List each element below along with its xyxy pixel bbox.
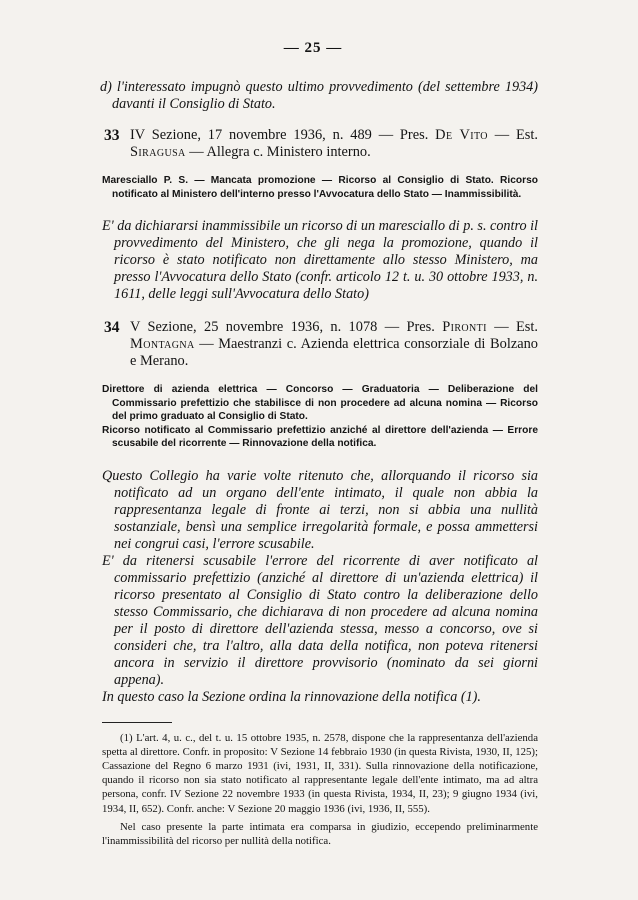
- case-number: 34: [104, 319, 120, 336]
- case-text-paragraph: E' da dichiararsi inammissibile un ricorso di un maresciallo di p. s. contro il provvedimento del Ministero, che gli nega la promozione, quando il ricorso è stato notificato non direttamente allo stesso Ministero, ma presso l'Avvocatura dello Stato (confr. articolo 12 t. u. 30 ottobre 1933, n. 1611, delle leggi sull'Avvocatura dello Stato): [102, 218, 538, 302]
- case-33-heading: [88, 127, 538, 161]
- case-33-text: [102, 218, 538, 303]
- footnote: [102, 731, 538, 849]
- footnote-paragraph: Nel caso presente la parte intimata era comparsa in giudizio, eccependo preliminarmente l'inammissibilità del ricorso per nullità della notifica.: [102, 820, 538, 847]
- maxim-line: Direttore di azienda elettrica — Concorso — Graduatoria — Deliberazione del Commissario prefettizio che stabilisce di non procedere ad alcuna nomina — Ricorso del primo graduato al Consiglio di Stato.: [102, 384, 538, 422]
- case-33-maxims: [102, 174, 538, 201]
- case-number: 33: [104, 127, 120, 144]
- estensore-name: Siragusa: [130, 144, 186, 160]
- case-citation-mid: — Est.: [487, 127, 538, 143]
- estensore-name: Montagna: [130, 336, 195, 352]
- item-d-paragraph: d) l'interessato impugnò questo ultimo provvedimento (del settembre 1934) davanti il Consiglio di Stato.: [100, 79, 538, 112]
- footnote-paragraph: (1) L'art. 4, u. c., del t. u. 15 ottobre 1935, n. 2578, dispone che la rappresentanza dell'azienda spetta al direttore. Confr. in proposito: V Sezione 14 febbraio 1930 (in questa Rivista, 1930, II, 125); Cassazione del Regno 6 marzo 1931 (ivi, 1931, II, 331). Sulla rinnovazione della notificazione, quando il ricorso non sia stato notificato al rappresentante legale dell'ente intimato, ma ad altra persona, confr. IV Sezione 22 novembre 1933 (in questa Rivista, 1934, II, 23); 9 giugno 1934 (ivi, 1934, II, 652). Confr. anche: V Sezione 20 maggio 1936 (ivi, 1936, II, 555).: [102, 731, 538, 815]
- president-name: Pironti: [442, 319, 487, 335]
- president-name: De Vito: [435, 127, 488, 143]
- maxim-line: Maresciallo P. S. — Mancata promozione — Ricorso al Consiglio di Stato. Ricorso notificato al Ministero dell'interno presso l'Avvocatura dello Stato — Inammissibilità.: [102, 175, 538, 200]
- case-34-heading: [88, 319, 538, 370]
- maxim-line: Ricorso notificato al Commissario prefettizio anziché al direttore dell'azienda — Errore scusabile del ricorrente — Rinnovazione della notifica.: [102, 424, 538, 449]
- document-page: [88, 40, 538, 852]
- case-parties: — Allegra c. Ministero interno.: [185, 144, 371, 160]
- page-number: — 25 —: [283, 40, 343, 56]
- case-34-maxims: [102, 383, 538, 451]
- case-text-paragraph: E' da ritenersi scusabile l'errore del ricorrente di aver notificato al commissario prefettizio (anziché al direttore di un'azienda elettrica) il ricorso presentato al Consiglio di Stato contro la deliberazione dello stesso Commissario, che dichiarava di non procedere ad alcuna nomina per il posto di direttore dell'azienda stessa, messo a concorso, ove si consideri che, tra l'altro, alla data della notifica, non poteva ritenersi ancora in servizio il direttore provvisorio (nominato da sei giorni appena).: [102, 552, 538, 688]
- case-citation-mid: — Est.: [486, 319, 538, 335]
- case-34-text: [102, 468, 538, 706]
- case-text-paragraph: Questo Collegio ha varie volte ritenuto che, allorquando il ricorso sia notificato ad un organo dell'ente intimato, il quale non abbia la rappresentanza legale di fronte ai terzi, non si abbia una nullità sostanziale, bensì una semplice irregolarità formale, e possa ammettersi nei congrui casi, l'errore scusabile.: [102, 467, 538, 552]
- case-citation: V Sezione, 25 novembre 1936, n. 1078 — Pres.: [130, 319, 443, 335]
- case-parties: — Maestranzi c. Azienda elettrica consorziale di Bolzano e Merano.: [130, 336, 538, 369]
- footnote-divider: [102, 722, 172, 723]
- case-citation: IV Sezione, 17 novembre 1936, n. 489 — Pres.: [130, 127, 436, 143]
- case-text-paragraph: In questo caso la Sezione ordina la rinnovazione della notifica (1).: [102, 688, 481, 705]
